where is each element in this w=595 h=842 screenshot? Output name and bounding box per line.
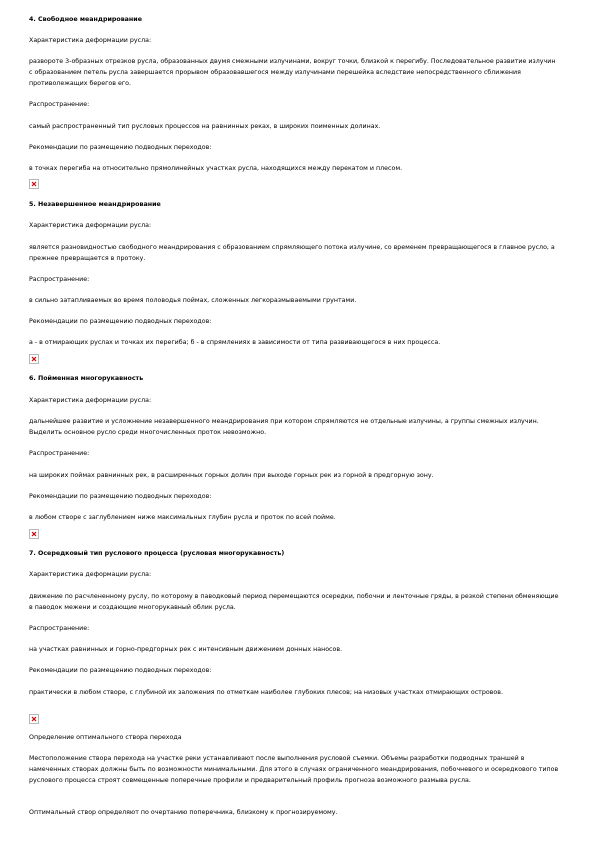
section-7-deform-label: Характеристика деформации русла: (29, 571, 152, 578)
broken-image-icon (29, 354, 39, 364)
section-7-spread-label: Распространение: (29, 625, 90, 632)
section-6-spread-label: Распространение: (29, 450, 90, 457)
optimal-crossing-paragraph-2: Оптимальный створ определяют по очертанию поперечника, близкому к прогнозируемому. (29, 809, 338, 816)
section-5-deform-label: Характеристика деформации русла: (29, 222, 152, 229)
section-5-recom-text: а - в отмирающих руслах и точках их перегиба; б - в спрямлениях в зависимости от типа развивающегося в них процесса. (29, 339, 441, 346)
section-6-deform-text: дальнейшее развитие и усложнение незавершенного меандрирования при котором спрямляются не отдельные излучины, а группы смежных излучин. Выделить основное русло среди многочисленных проток невозможно. (29, 418, 539, 436)
optimal-crossing-paragraph-1: Местоположение створа перехода на участке реки устанавливают после выполнения русловой съемки. Объемы разработки подводных траншей в намеченных створах должны быть по возможности минимальными. Для этого в случаях ограниченного меандрирования, побочневого и осередкового типов руслового процесса строят совмещенные поперечные профили и предварительный профиль прогноза возможного размыва русла. (29, 755, 559, 784)
section-5-recom-label: Рекомендации по размещению подводных переходов: (29, 318, 212, 325)
section-7-recom-label: Рекомендации по размещению подводных переходов: (29, 667, 212, 674)
section-4-deform-text: развороте 3-образных отрезков русла, образованных двумя смежными излучинами, вокруг точки, близкой к перегибу. Последовательное развитие излучин с образованием петель русла завершается прорывом образовавшегося между излучинами перешейка вследствие непосредственного сближения противолежащих берегов его. (29, 58, 556, 87)
broken-image-icon (29, 714, 39, 724)
section-5-spread-text: в сильно затапливаемых во время половодья поймах, сложенных легкоразмываемыми грунтами. (29, 297, 357, 304)
section-7-deform-text: движение по расчлененному руслу, по которому в паводковый период перемещаются осередки, побочни и ленточные гряды, в резкой степени обменяющие в паводок межени и создающие многорукавный облик русла. (29, 593, 559, 611)
section-4-recom-label: Рекомендации по размещению подводных переходов: (29, 144, 212, 151)
section-7-heading: 7. Осередковый тип руслового процесса (русловая многорукавность) (29, 550, 285, 557)
section-7-recom-text: практически в любом створе, с глубиной их заложения по отметкам наиболее глубоких плесов; на низовых участках отмирающих островов. (29, 689, 503, 696)
section-4-recom-text: в точках перегиба на относительно прямолинейных участках русла, находящихся между перекатом и плесом. (29, 165, 403, 172)
section-4-heading: 4. Свободное меандрирование (29, 16, 142, 23)
section-6-spread-text: на широких поймах равнинных рек, в расширенных горных долин при выходе горных рек из горной в предгорную зону. (29, 472, 434, 479)
section-4-spread-label: Распространение: (29, 101, 90, 108)
section-6-recom-label: Рекомендации по размещению подводных переходов: (29, 493, 212, 500)
section-6-heading: 6. Пойменная многорукавность (29, 375, 144, 382)
section-5-deform-text: является разновидностью свободного меандрирования с образованием спрямляющего потока излучине, со временем превращающегося в главное русло, а прежнее превращается в протоку. (29, 244, 555, 262)
section-5-spread-label: Распространение: (29, 276, 90, 283)
section-6-recom-text: в любом створе с заглублением ниже максимальных глубин русла и проток по всей пойме. (29, 514, 336, 521)
section-4-spread-text: самый распространенный тип русловых процессов на равнинных реках, в широких поименных долинах. (29, 123, 381, 130)
broken-image-icon (29, 529, 39, 539)
broken-image-icon (29, 179, 39, 189)
optimal-crossing-heading: Определение оптимального створа перехода (29, 734, 182, 741)
section-4-deform-label: Характеристика деформации русла: (29, 37, 152, 44)
section-5-heading: 5. Незавершенное меандрирование (29, 201, 161, 208)
section-6-deform-label: Характеристика деформации русла: (29, 397, 152, 404)
section-7-spread-text: на участках равнинных и горно-предгорных рек с интенсивным движением донных наносов. (29, 646, 343, 653)
